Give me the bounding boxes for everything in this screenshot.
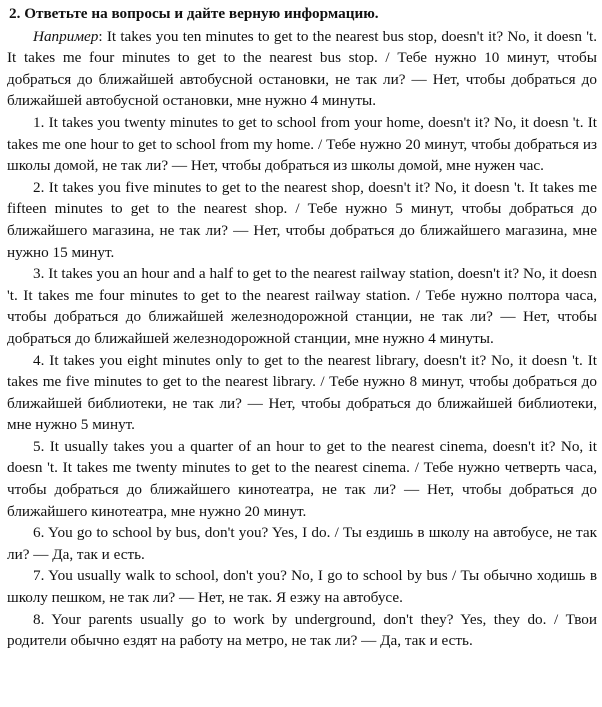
answer-item-8: 8. Your parents usually go to work by underground, don't they? Yes, they do. / Твои родители обычно ездят на работу на метро, не так ли? — Да, так и есть.: [7, 610, 597, 650]
example-text: : It takes you ten minutes to get to the nearest bus stop, doesn't it? No, it doesn 't. It takes me four minutes to get to the nearest bus stop. / Тебе нужно 10 минут, чтобы добраться до ближайшей автобусной остановки, не так ли? — Нет, чтобы добраться до ближайшей автобусной остановки, мне нужно 4 минуты.: [7, 27, 597, 110]
exercise-heading: 2. Ответьте на вопросы и дайте верную информацию.: [9, 5, 379, 22]
answer-item-1: 1. It takes you twenty minutes to get to school from your home, doesn't it? No, it doesn 't. It takes me one hour to get to school from my home. / Тебе нужно 20 минут, чтобы добраться из школы домой, не так ли? — Нет, чтобы добраться из школы домой, мне нужен час.: [7, 113, 597, 175]
answer-item-7: 7. You usually walk to school, don't you? No, I go to school by bus / Ты обычно ходишь в школу пешком, не так ли? — Нет, не так. Я езжу на автобусе.: [7, 567, 597, 607]
answer-item-3: 3. It takes you an hour and a half to get to the nearest railway station, doesn't it? No, it doesn 't. It takes me four minutes to get to the nearest railway station. / Тебе нужно полтора часа, чтобы добраться до ближайшей железнодорожной станции, не так ли? — Нет, чтобы добраться до ближайшей железнодорожной станции, мне нужно 4 минуты.: [7, 265, 597, 347]
example-label: Например: [33, 27, 99, 45]
answer-item-2: 2. It takes you five minutes to get to the nearest shop, doesn't it? No, it doesn 't. It takes me fifteen minutes to get to the nearest shop. / Тебе нужно 5 минут, чтобы добраться до ближайшего магазина, не так ли? — Нет, чтобы добраться до ближайшего магазина, мне нужно 15 минут.: [7, 178, 597, 261]
answer-item-5: 5. It usually takes you a quarter of an hour to get to the nearest cinema, doesn't it? No, it doesn 't. It takes me twenty minutes to get to the nearest cinema. / Тебе нужно четверть часа, чтобы добраться до ближайшего кинотеатра, не так ли? — Нет, чтобы добраться до ближайшего кинотеатра, мне нужно 20 минут.: [7, 437, 597, 520]
answer-item-6: 6. You go to school by bus, don't you? Yes, I do. / Ты ездишь в школу на автобусе, не так ли? — Да, так и есть.: [7, 524, 597, 563]
answer-item-4: 4. It takes you eight minutes only to get to the nearest library, doesn't it? No, it doesn 't. It takes me five minutes to get to the nearest library. / Тебе нужно 8 минут, чтобы добраться до ближайшей библиотеки, не так ли? — Нет, чтобы добраться до ближайшей библиотеки, мне нужно 5 минут.: [7, 351, 597, 434]
document-page: [7, 3, 597, 652]
example-paragraph: [7, 26, 597, 112]
